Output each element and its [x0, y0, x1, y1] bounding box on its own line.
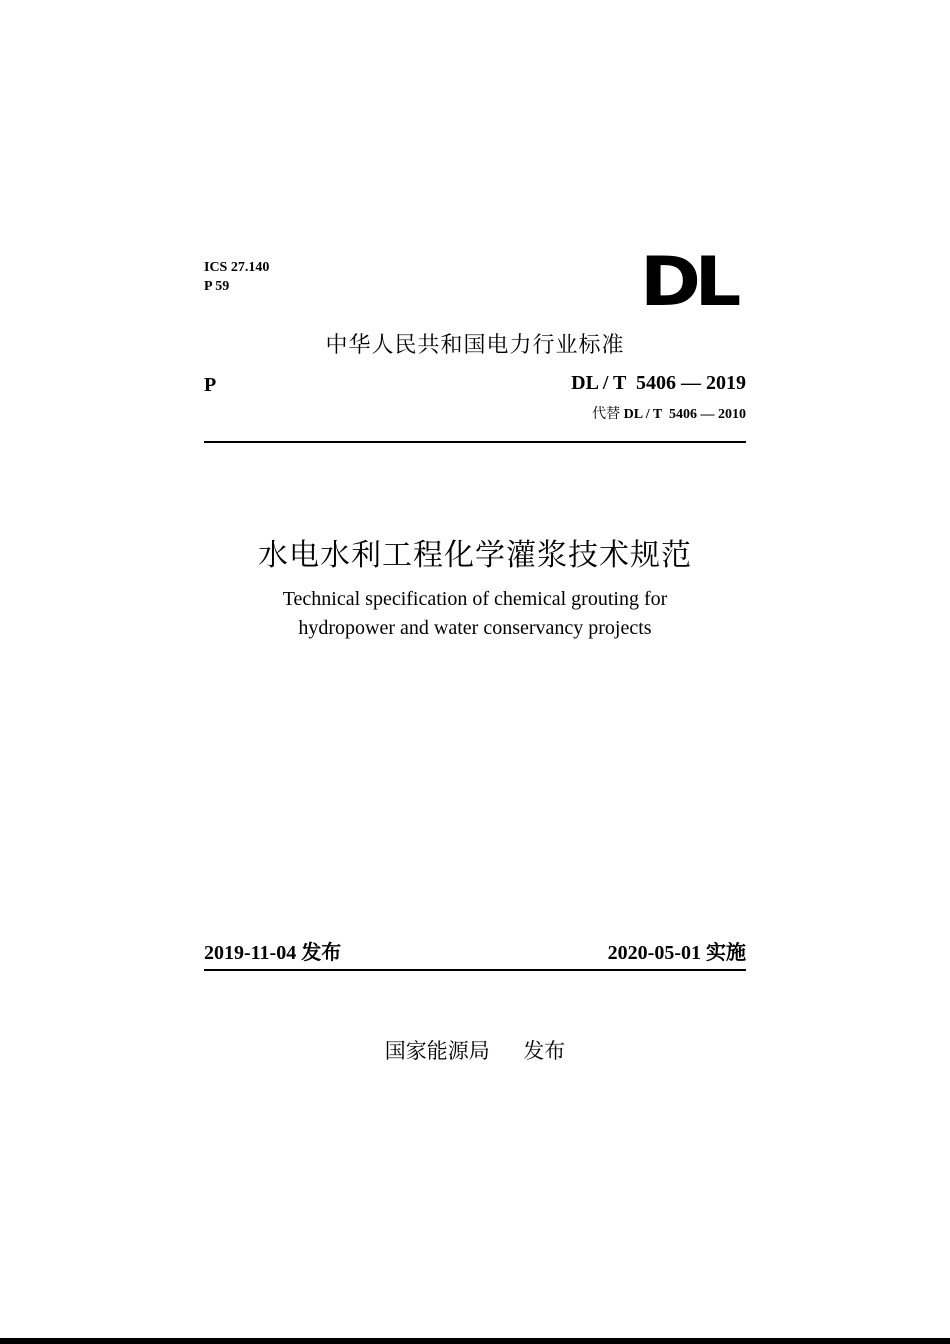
effective-date-block: [608, 936, 746, 965]
classification-codes: [204, 258, 269, 296]
ics-code: ICS 27.140: [204, 260, 270, 275]
date-divider: [204, 969, 746, 971]
publisher-label: 发布: [523, 1039, 566, 1063]
replaces-number: DL / T 5406 — 2010: [623, 407, 746, 422]
publish-date-block: [204, 936, 341, 965]
dl-logo: DL: [640, 243, 735, 322]
title-chinese: 水电水利工程化学灌浆技术规范: [258, 538, 692, 573]
publish-label: 发布: [301, 940, 342, 964]
effective-label: 实施: [706, 940, 746, 964]
replaces-label: 代替: [592, 406, 621, 422]
standard-number: DL / T 5406 — 2019: [571, 372, 746, 394]
publisher-name: 国家能源局: [384, 1039, 490, 1063]
ccs-code: P 59: [204, 279, 230, 294]
title-english-line2: hydropower and water conservancy projects: [298, 617, 652, 639]
header-divider: [204, 441, 746, 443]
publish-date: 2019-11-04: [204, 942, 297, 964]
replaces-note: [592, 403, 746, 423]
category-letter: P: [204, 374, 217, 396]
page-bottom-border: [0, 1338, 950, 1344]
title-english-line1: Technical specification of chemical grouting for: [282, 588, 668, 610]
standard-organization: 中华人民共和国电力行业标准: [325, 333, 625, 358]
publisher-block: [0, 1035, 950, 1065]
effective-date: 2020-05-01: [607, 942, 701, 964]
